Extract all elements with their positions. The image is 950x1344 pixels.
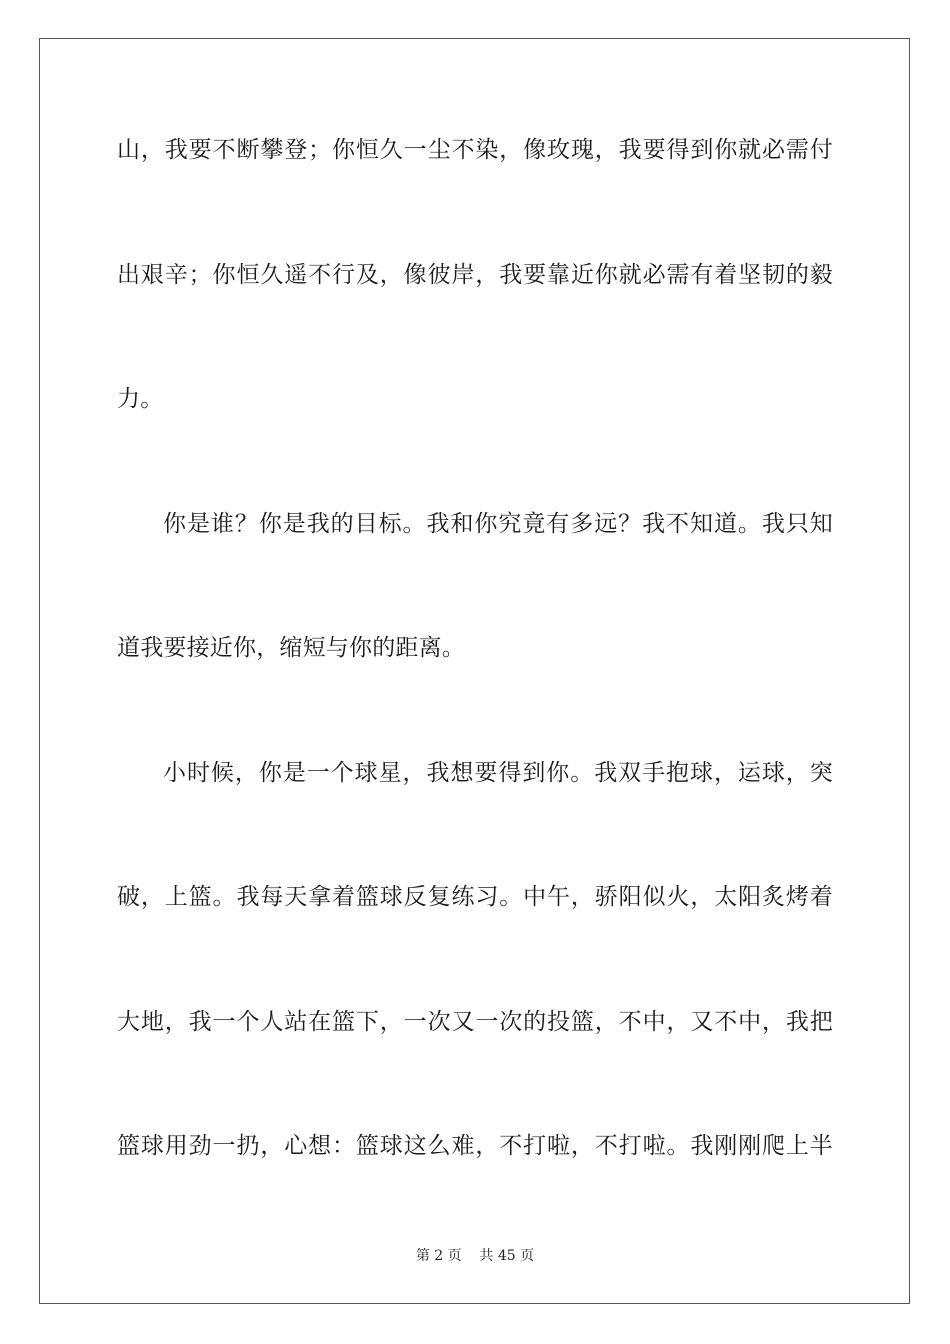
text-line-3: 力。 xyxy=(117,386,164,412)
text-line-4: 你是谁？你是我的目标。我和你究竟有多远？我不知道。我只知 xyxy=(163,511,833,537)
text-line-2: 出艰辛；你恒久遥不行及，像彼岸，我要靠近你就必需有着坚韧的毅 xyxy=(117,262,833,288)
text-line-7: 破，上篮。我每天拿着篮球反复练习。中午，骄阳似火，太阳炙烤着 xyxy=(117,884,833,910)
page-number-footer: 第 2 页 共 45 页 xyxy=(415,1248,535,1264)
text-line-5: 道我要接近你，缩短与你的距离。 xyxy=(117,635,465,661)
text-line-1: 山，我要不断攀登；你恒久一尘不染，像玫瑰，我要得到你就必需付 xyxy=(117,137,833,163)
text-line-9: 篮球用劲一扔，心想：篮球这么难，不打啦，不打啦。我刚刚爬上半 xyxy=(117,1133,833,1159)
text-line-6: 小时候，你是一个球星，我想要得到你。我双手抱球，运球，突 xyxy=(163,760,833,786)
page-border xyxy=(39,38,910,1304)
text-line-8: 大地，我一个人站在篮下，一次又一次的投篮，不中，又不中，我把 xyxy=(117,1009,833,1035)
